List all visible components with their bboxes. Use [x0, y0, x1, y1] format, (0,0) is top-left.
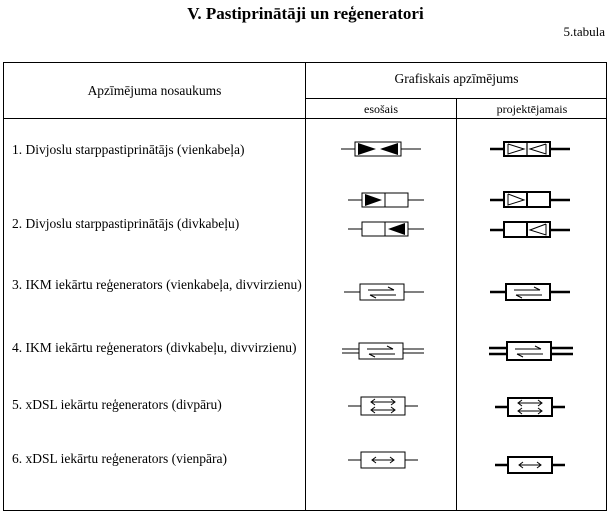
- regenerator-single-planned-icon: [490, 280, 570, 304]
- header-name-column: Apzīmējuma nosaukums: [87, 83, 222, 98]
- xdsl-two-pair-planned-icon: [495, 395, 565, 419]
- amplifier-dual-planned-icon: [490, 188, 570, 240]
- header-planned: projektējamais: [496, 102, 568, 116]
- xdsl-single-pair-existing-icon: [348, 449, 418, 471]
- column-divider: [305, 63, 306, 510]
- row-label-1: 1. Divjoslu starppastiprinātājs (vienkabeļa): [12, 142, 245, 157]
- row-label-5: 5. xDSL iekārtu reģenerators (divpāru): [12, 397, 222, 412]
- amplifier-single-planned-icon: [490, 138, 570, 160]
- regenerator-dual-planned-icon: [489, 339, 573, 363]
- row-label-2: 2. Divjoslu starppastiprinātājs (divkabeļu): [12, 216, 240, 231]
- xdsl-single-pair-planned-icon: [495, 454, 565, 476]
- symbols-table: [3, 62, 607, 511]
- subcolumn-divider: [456, 99, 457, 510]
- header-divider: [306, 98, 607, 99]
- amplifier-single-existing-icon: [341, 139, 421, 159]
- header-graphic-column: Grafiskais apzīmējums: [394, 71, 519, 86]
- regenerator-single-existing-icon: [344, 281, 424, 303]
- row-label-6: 6. xDSL iekārtu reģenerators (vienpāra): [12, 451, 228, 466]
- header-existing: esošais: [364, 102, 398, 116]
- row-label-3: 3. IKM iekārtu reģenerators (vienkabeļa, divvirzienu): [12, 277, 302, 292]
- amplifier-dual-existing-icon: [348, 189, 424, 239]
- regenerator-dual-existing-icon: [342, 340, 424, 362]
- page-title: V. Pastiprinātāji un reģeneratori: [187, 4, 424, 23]
- xdsl-two-pair-existing-icon: [348, 394, 418, 418]
- table-reference: 5.tabula: [563, 24, 605, 39]
- row-label-4: 4. IKM iekārtu reģenerators (divkabeļu, divvirzienu): [12, 340, 297, 355]
